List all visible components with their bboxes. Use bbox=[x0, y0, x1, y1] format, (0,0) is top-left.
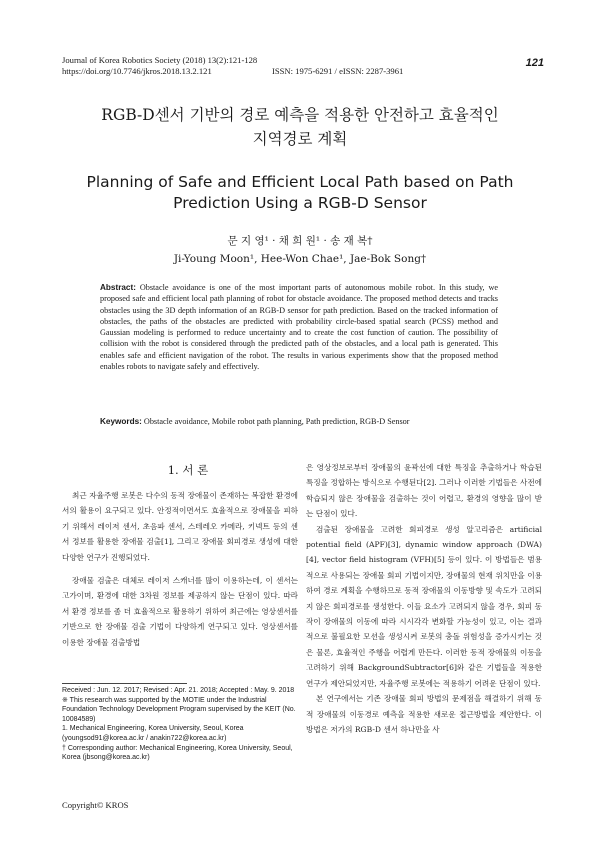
left-column bbox=[62, 488, 298, 650]
abstract-label: Abstract: bbox=[100, 283, 136, 292]
korean-title-line1: RGB-D센서 기반의 경로 예측을 적용한 안전하고 효율적인 bbox=[101, 106, 499, 124]
corresponding-author: † Corresponding author: Mechanical Engineering, Korea University, Seoul, Korea (jbsong@korea.ac.kr) bbox=[62, 744, 293, 762]
section-title: 1. 서 론 bbox=[167, 463, 209, 477]
footnotes bbox=[62, 686, 302, 763]
received-dates: Received : Jun. 12. 2017; Revised : Apr. 21. 2018; Accepted : May. 9. 2018 bbox=[62, 687, 295, 694]
english-title-line1: Planning of Safe and Efficient Local Path based on Path bbox=[86, 173, 514, 191]
keywords-text: Obstacle avoidance, Mobile robot path planning, Path prediction, RGB-D Sensor bbox=[143, 417, 410, 426]
journal-citation: Journal of Korea Robotics Society (2018) 13(2):121-128 bbox=[62, 55, 258, 65]
authors-korean: 문 지 영¹ · 채 희 원¹ · 송 재 복† bbox=[227, 235, 373, 247]
issn: ISSN: 1975-6291 / eISSN: 2287-3961 bbox=[272, 66, 404, 76]
paragraph: 장애물 검출은 대체로 레이저 스캐너를 많이 이용하는데, 이 센서는 고가이며, 환경에 대한 3차원 정보를 제공하지 않는 단점이 있다. 따라서 환경 정보를 좀 더 효율적으로 활용하기 위하여 최근에는 영상센서를 기반으로 한 장애물 검출 기법이 다양하게 연구되고 있다. 영상센서를 이용한 장애물 검출방법 bbox=[62, 576, 298, 647]
copyright: Copyright© KROS bbox=[62, 800, 129, 810]
right-column bbox=[306, 460, 542, 737]
affiliation: 1. Mechanical Engineering, Korea University, Seoul, Korea (youngsod91@korea.ac.kr / anakin722@korea.ac.kr) bbox=[62, 725, 244, 742]
paragraph: 검출된 장애물을 고려한 회피경로 생성 알고리즘은 artificial potential field (APF)[3], dynamic window approach (DWA)[4], vector field histogram (VFH)[5] 등이 있다. 이 방법들은 범용적으로 사용되는 장애물 회피 기법이지만, 장애물의 현재 위치만을 이용하여 경로 계획을 수행하므로 동적 장애물의 이동방향 및 속도가 고려되지 않은 회피경로를 생성한다. 이들 요소가 고려되지 않을 경우, 회피 동작이 장애물의 이동에 따라 시시각각 변화할 가능성이 있고, 이는 결과적으로 불필요한 모션을 생성시켜 로봇의 충돌 위험성을 증가시키는 것은 물론, 효율적인 주행을 어렵게 만든다. 이러한 동적 장애물의 이동을 고려하기 위해 BackgroundSubtractor[6]와 같은 기법들을 적용한 연구가 제안되었지만, 자율주행 로봇에는 적용하기 어려운 단점이 있다. bbox=[306, 524, 542, 688]
korean-title-line2: 지역경로 계획 bbox=[252, 130, 348, 148]
english-title-line2: Prediction Using a RGB-D Sensor bbox=[173, 194, 427, 212]
abstract-text: Obstacle avoidance is one of the most important parts of autonomous mobile robot. In this study, we proposed safe and efficient local path planning of robot for obstacle avoidance. The proposed method detects and tracks obstacles using the 3D depth information of an RGB-D sensor for path prediction. Based on the tracked information of obstacles, the paths of the obstacles are predicted with probability circle-based spatial search (PCSS) method and Gaussian modeling is performed to reduce uncertainty and to create the cost function of caution. The possibility of collision with the robot is considered through the predicted path of the obstacles, and a local path is generated. This enables safe and efficient navigation of the robot. The results in various experiments show that the proposed method enables robots to navigate safely and effectively. bbox=[100, 283, 498, 372]
page-number: 121 bbox=[525, 57, 544, 69]
footnote-divider bbox=[62, 683, 187, 684]
paragraph: 본 연구에서는 기존 장애물 회피 방법의 문제점을 해결하기 위해 동적 장애물의 이동경로 예측을 적용한 새로운 접근방법을 제안한다. 이 방법은 저가의 RGB-D 센서 하나만을 사 bbox=[306, 694, 542, 734]
paragraph: 은 영상정보로부터 장애물의 윤곽선에 대한 특징을 추출하거나 학습된 특징을 정합하는 방식으로 수행된다[2]. 그러나 이러한 기법들은 사전에 학습되지 않은 장애물을 검출하는 것이 어렵고, 환경의 영향을 많이 받는 단점이 있다. bbox=[306, 463, 542, 519]
authors-english: Ji-Young Moon¹, Hee-Won Chae¹, Jae-Bok Song† bbox=[173, 253, 427, 265]
keywords bbox=[100, 416, 498, 427]
keywords-label: Keywords: bbox=[100, 417, 142, 426]
doi-link[interactable]: https://doi.org/10.7746/jkros.2018.13.2.121 bbox=[62, 66, 212, 76]
paragraph: 최근 자율주행 로봇은 다수의 동적 장애물이 존재하는 복잡한 환경에서의 활용이 요구되고 있다. 안정적이면서도 효율적으로 장애물을 피하기 위해서 레이저 센서, 초음파 센서, 스테레오 카메라, 키넥트 등의 센서 정보를 활용한 장애물 검출[1], 그리고 장애물 회피경로 생성에 대한 다양한 연구가 진행되었다. bbox=[62, 491, 298, 562]
abstract bbox=[100, 282, 498, 372]
funding-note: ※ This research was supported by the MOTIE under the Industrial Foundation Technology Development Program supervised by the KEIT (No. 10084589) bbox=[62, 696, 296, 723]
